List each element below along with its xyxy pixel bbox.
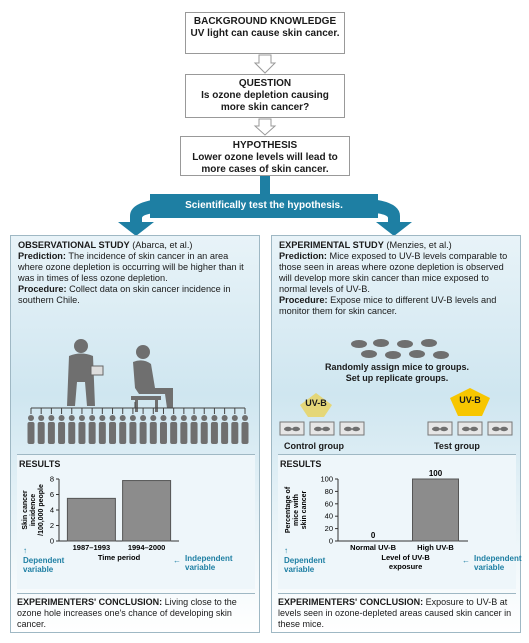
observational-authors: (Abarca, et al.) [132, 240, 193, 250]
question-box [185, 74, 345, 118]
person-icon [68, 415, 75, 444]
y-tick-label: 4 [49, 505, 54, 515]
mouse-cage-icon [310, 422, 334, 435]
mouse-cage-icon [488, 422, 512, 435]
person-icon [221, 415, 228, 444]
independent-variable-label: variable [185, 563, 216, 572]
y-tick-label: 2 [49, 521, 54, 530]
person-icon [180, 415, 187, 444]
test-hypothesis-banner: Scientifically test the hypothesis. [150, 194, 378, 218]
person-icon [191, 415, 198, 444]
cages-illustration [280, 420, 514, 438]
observational-bar-chart [17, 471, 255, 589]
person-icon [242, 415, 249, 444]
observational-conclusion-label: EXPERIMENTERS' CONCLUSION: [17, 597, 163, 607]
data-label: 0 [370, 531, 376, 540]
observational-procedure-label: Procedure: [18, 284, 67, 294]
random-assign-line2: Set up replicate groups. [345, 373, 449, 383]
person-icon [99, 415, 106, 444]
independent-variable-label: variable [474, 563, 505, 572]
person-icon [119, 415, 126, 444]
x-tick-label: 1987–1993 [72, 543, 111, 552]
background-knowledge-box [185, 12, 345, 54]
observational-title: OBSERVATIONAL STUDY [18, 240, 130, 250]
person-icon [109, 415, 116, 444]
experimental-conclusion-label: EXPERIMENTERS' CONCLUSION: [278, 597, 424, 607]
dependent-variable-label: Dependent [284, 556, 326, 565]
data-label: 100 [428, 469, 443, 478]
experimental-prediction-label: Prediction: [279, 251, 327, 261]
experimental-procedure-label: Procedure: [279, 295, 328, 305]
control-uvb-label: UV-B [305, 398, 327, 408]
y-tick-label: 0 [49, 536, 54, 546]
y-tick-label: 8 [49, 474, 54, 484]
dependent-arrow-icon: ↑ [284, 546, 288, 555]
person-icon [129, 415, 136, 444]
x-tick-label: High UV-B [417, 543, 454, 552]
hypothesis-title: HYPOTHESIS [232, 140, 298, 151]
test-uvb-label: UV-B [459, 395, 481, 405]
population-illustration [17, 402, 255, 448]
random-assign-line1: Randomly assign mice to groups. [324, 362, 470, 372]
observational-conclusion-text: Living close to the ozone hole increases one's chance of developing skin cancer. [17, 597, 237, 629]
person-icon [211, 415, 218, 444]
observational-prediction-label: Prediction: [18, 251, 66, 261]
experimental-bar-chart [278, 469, 522, 589]
person-icon [150, 415, 157, 444]
hypothesis-text: Lower ozone levels will lead to more cases of skin cancer. [192, 152, 338, 175]
y-tick-label: 20 [324, 524, 333, 534]
y-tick-label: 100 [320, 474, 333, 484]
person-icon [38, 415, 45, 444]
person-icon [140, 415, 147, 444]
independent-arrow-icon: ← [173, 556, 181, 565]
mouse-cage-icon [340, 422, 364, 435]
y-tick-label: 40 [324, 511, 333, 521]
y-tick-label: 60 [324, 499, 333, 509]
bar [123, 481, 171, 541]
dependent-variable-label: variable [284, 565, 315, 574]
background-knowledge-text: UV light can cause skin cancer. [190, 28, 340, 39]
arrow-down-icon [255, 55, 275, 73]
dependent-variable-label: variable [23, 565, 54, 574]
bar [67, 498, 115, 541]
bar [413, 479, 459, 541]
hypothesis-box [180, 136, 350, 176]
x-tick-label: Normal UV-B [350, 543, 397, 552]
observational-results [17, 454, 255, 589]
observational-procedure: Collect data on skin cancer incidence in southern Chile. [18, 284, 231, 305]
experimental-procedure: Expose mice to different UV-B levels and monitor them for skin cancer. [279, 295, 497, 316]
mouse-cage-icon [458, 422, 482, 435]
person-icon [48, 415, 55, 444]
experimental-results [278, 454, 522, 589]
experimental-prediction: Mice exposed to UV-B levels comparable to those seen in areas where ozone depletion is observed will develop more skin cancer than mice exposed to normal levels of UV-B. [279, 251, 508, 294]
mouse-cage-icon [280, 422, 304, 435]
dependent-arrow-icon: ↑ [23, 546, 27, 555]
random-assign-text [272, 362, 522, 384]
person-icon [58, 415, 65, 444]
y-axis-label: Skin cancerincidence/100,000 people [22, 484, 45, 536]
test-uvb-sun [448, 388, 492, 418]
y-tick-label: 6 [49, 490, 54, 499]
control-group-label: Control group [284, 441, 344, 451]
x-axis-label: Time period [97, 553, 141, 562]
observational-prediction: The incidence of skin cancer in an area where ozone depletion is occurring will be higher than it was in times of less ozone depletion. [18, 251, 244, 283]
arrow-down-icon [255, 119, 275, 135]
person-icon [78, 415, 85, 444]
x-axis-label: Level of UV-B [381, 553, 430, 562]
experimental-title: EXPERIMENTAL STUDY [279, 240, 384, 250]
person-icon [231, 415, 238, 444]
person-icon [201, 415, 208, 444]
dependent-variable-label: Dependent [23, 556, 65, 565]
experimental-conclusion [278, 593, 516, 630]
observational-conclusion [17, 593, 255, 630]
test-group-label: Test group [434, 441, 480, 451]
experimental-results-title: RESULTS [280, 459, 322, 469]
independent-variable-label: Independent [185, 554, 233, 563]
y-tick-label: 0 [328, 536, 333, 546]
experimental-description [272, 236, 520, 317]
independent-variable-label: Independent [474, 554, 522, 563]
person-icon [170, 415, 177, 444]
observational-description [11, 236, 259, 306]
independent-arrow-icon: ← [462, 556, 470, 565]
question-text: Is ozone depletion causing more skin cancer? [201, 90, 329, 113]
x-axis-label: exposure [388, 562, 423, 571]
person-icon [28, 415, 35, 444]
question-title: QUESTION [238, 78, 292, 89]
experimental-study-panel [271, 235, 521, 633]
observational-results-title: RESULTS [19, 459, 61, 469]
experimental-authors: (Menzies, et al.) [386, 240, 452, 250]
x-tick-label: 1994–2000 [127, 543, 166, 552]
person-icon [160, 415, 167, 444]
observational-study-panel [10, 235, 260, 633]
y-tick-label: 80 [324, 486, 333, 496]
mouse-cage-icon [428, 422, 452, 435]
person-icon [89, 415, 96, 444]
mice-illustration [347, 336, 457, 362]
experimental-conclusion-text: Exposure to UV-B at levels seen in ozone-depleted areas caused skin cancer in these mice. [278, 597, 512, 629]
y-axis-label: Percentage ofmice withskin cancer [285, 486, 308, 534]
control-uvb-sun [296, 391, 336, 419]
background-knowledge-title: BACKGROUND KNOWLEDGE [193, 16, 337, 27]
